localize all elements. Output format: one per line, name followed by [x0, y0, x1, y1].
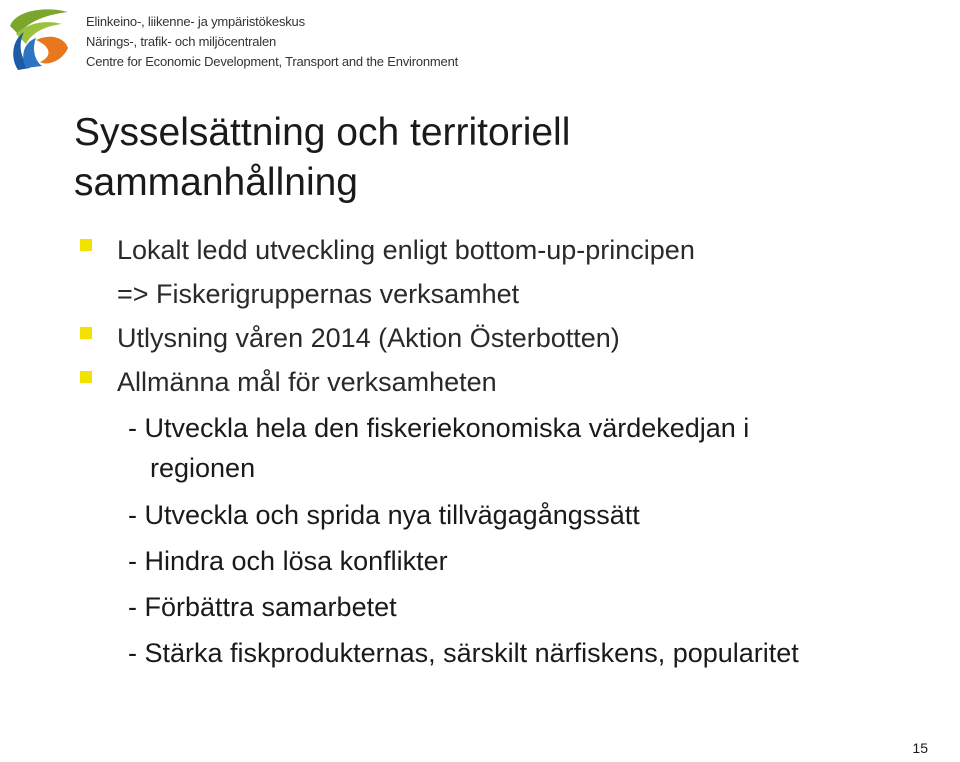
sub-item-value-chain [78, 408, 958, 488]
sub-item-new-approaches: - Utveckla och sprida nya tillvägagångssätt [128, 500, 640, 530]
slide-title-line-1: Sysselsättning och territoriell [74, 111, 571, 154]
sub-item-text-continued: regionen [150, 453, 256, 483]
bullet-text: Allmänna mål för verksamheten [117, 367, 497, 397]
slide-title [74, 108, 894, 208]
sub-item-cooperation: - Förbättra samarbetet [128, 592, 397, 622]
bullet-item-general-goals [78, 360, 958, 404]
bullet-text-continued: => Fiskerigruppernas verksamhet [117, 279, 520, 309]
slide-title-line-2: sammanhållning [74, 161, 358, 204]
org-name-finnish: Elinkeino-, liikenne- ja ympäristökeskus [86, 14, 305, 29]
ely-centre-logo-icon [6, 4, 72, 70]
bullet-text: Utlysning våren 2014 (Aktion Österbotten) [117, 323, 620, 353]
bullet-item-call-for-proposals [78, 316, 958, 360]
org-name-swedish: Närings-, trafik- och miljöcentralen [86, 34, 277, 49]
header [6, 4, 476, 74]
page-number: 15 [912, 740, 928, 756]
sub-item-text: - Utveckla hela den fiskeriekonomiska värdekedjan i [128, 413, 750, 443]
sub-item-conflicts: - Hindra och lösa konflikter [128, 546, 448, 576]
bullet-item-local-development [78, 228, 958, 316]
bullet-list [78, 228, 958, 676]
bullet-text: Lokalt ledd utveckling enligt bottom-up-principen [117, 235, 695, 265]
bullet-square-icon [80, 239, 92, 251]
org-name-english: Centre for Economic Development, Transport and the Environment [86, 54, 459, 69]
bullet-square-icon [80, 327, 92, 339]
bullet-square-icon [80, 371, 92, 383]
sub-item-fish-products: - Stärka fiskprodukternas, särskilt närfiskens, popularitet [128, 638, 799, 668]
organization-name [86, 12, 458, 72]
